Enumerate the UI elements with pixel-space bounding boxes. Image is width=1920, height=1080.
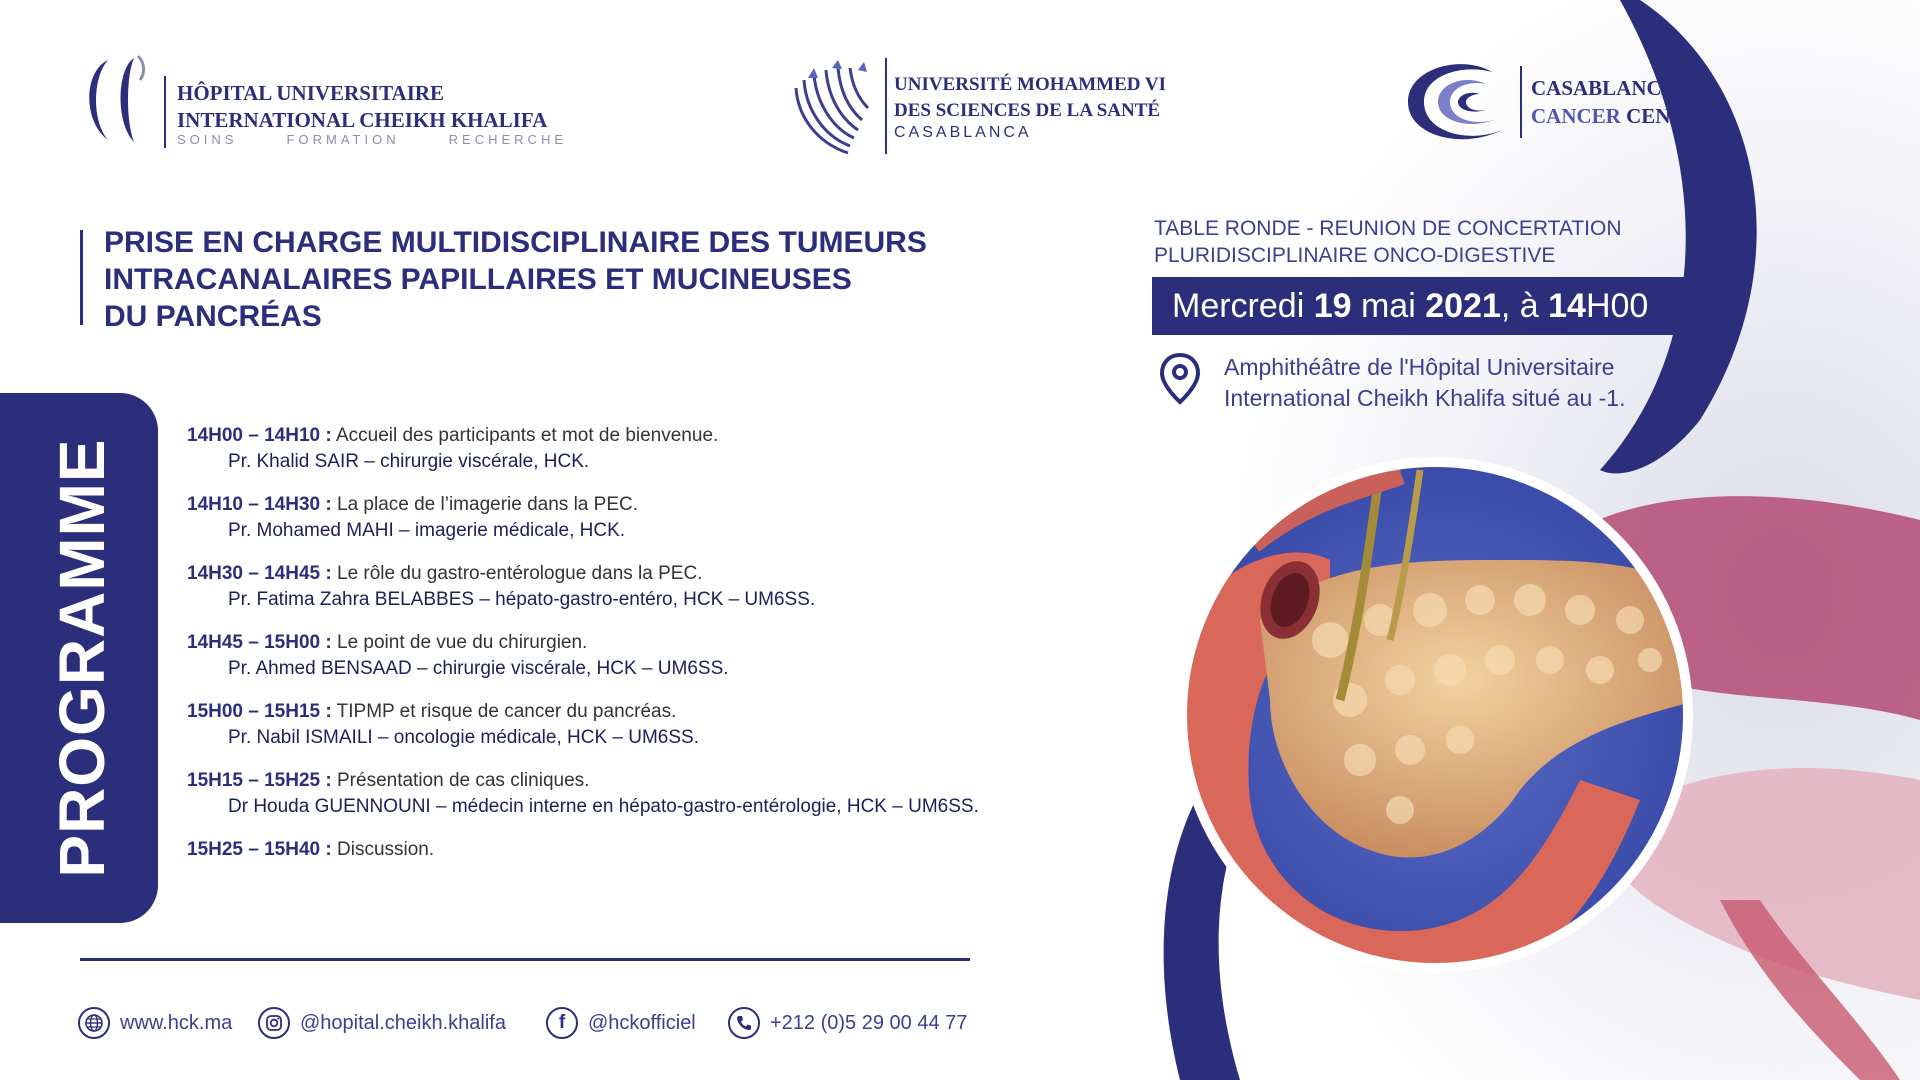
schedule-time: 14H30 – 14H45 : [187, 563, 332, 584]
um6ss-logo-divider [885, 58, 887, 154]
event-type-line2: PLURIDISCIPLINAIRE ONCO-DIGESTIVE [1154, 244, 1556, 267]
footer-facebook-text: @hckofficiel [588, 1011, 696, 1034]
schedule-topic: Le point de vue du chirurgien. [331, 632, 588, 653]
schedule-topic: Le rôle du gastro-entérologue dans la PEC. [331, 563, 703, 584]
schedule-topic: Présentation de cas cliniques. [331, 770, 590, 791]
title-accent-bar [80, 230, 83, 325]
schedule-speaker: Pr. Nabil ISMAILI – oncologie médicale, HCK – UM6SS. [228, 727, 699, 748]
date-separator: , à [1500, 287, 1549, 325]
footer-phone-text: +212 (0)5 29 00 44 77 [770, 1011, 968, 1034]
um6ss-logo-icon [788, 58, 878, 158]
schedule-time: 15H25 – 15H40 : [187, 839, 332, 860]
event-title-line1: PRISE EN CHARGE MULTIDISCIPLINAIRE DES TUMEURS [104, 226, 927, 259]
date-month: mai [1351, 287, 1426, 325]
instagram-icon [258, 1007, 290, 1039]
footer-phone[interactable] [728, 1005, 967, 1041]
globe-icon [78, 1007, 110, 1039]
schedule-item [187, 699, 1127, 768]
event-title-line2: INTRACANALAIRES PAPILLAIRES ET MUCINEUSES [104, 263, 852, 296]
ccc-name-cancer: CANCER [1531, 104, 1621, 128]
hck-logo-divider [164, 76, 166, 148]
date-hour-suffix: H00 [1585, 287, 1649, 325]
hck-logo-icon [78, 52, 160, 147]
um6ss-city: CASABLANCA [894, 124, 1032, 141]
schedule-item [187, 492, 1127, 561]
footer-website-text: www.hck.ma [120, 1011, 233, 1034]
footer-divider [80, 958, 970, 961]
programme-label: PROGRAMME [46, 438, 118, 878]
hck-tagline-formation: FORMATION [286, 132, 400, 147]
hck-name-line1: HÔPITAL UNIVERSITAIRE [177, 81, 445, 105]
event-type [1154, 215, 1622, 269]
hck-tagline-recherche: RECHERCHE [448, 132, 567, 147]
facebook-icon: f [546, 1007, 578, 1039]
ccc-name-center: CENTER [1620, 104, 1714, 128]
um6ss-name-line2: DES SCIENCES DE LA SANTÉ [894, 100, 1161, 121]
ccc-name-line1: CASABLANCA [1531, 76, 1677, 100]
schedule-time: 14H45 – 15H00 : [187, 632, 332, 653]
schedule-topic: La place de l’imagerie dans la PEC. [331, 494, 639, 515]
hck-name-line2: INTERNATIONAL CHEIKH KHALIFA [177, 108, 548, 132]
phone-icon [728, 1007, 760, 1039]
um6ss-name-line1: UNIVERSITÉ MOHAMMED VI [894, 74, 1167, 95]
event-type-line1: TABLE RONDE - REUNION DE CONCERTATION [1154, 217, 1622, 240]
schedule-topic: Discussion. [331, 839, 435, 860]
schedule-speaker: Pr. Mohamed MAHI – imagerie médicale, HCK. [228, 520, 626, 541]
event-date-banner [1152, 277, 1702, 335]
location-pin-icon [1158, 352, 1202, 406]
schedule-time: 15H00 – 15H15 : [187, 701, 332, 722]
footer-facebook[interactable] [546, 1005, 696, 1041]
schedule-item [187, 768, 1127, 837]
location-line1: Amphithéâtre de l'Hôpital Universitaire [1224, 354, 1615, 380]
schedule-speaker: Pr. Khalid SAIR – chirurgie viscérale, HCK. [228, 451, 590, 472]
footer-website[interactable] [78, 1005, 232, 1041]
ccc-name-line2 [1531, 102, 1714, 130]
schedule-speaker: Pr. Ahmed BENSAAD – chirurgie viscérale, HCK – UM6SS. [228, 658, 729, 679]
footer-instagram-text: @hopital.cheikh.khalifa [300, 1011, 506, 1034]
date-day: Mercredi [1172, 287, 1314, 325]
date-year: 2021 [1425, 287, 1501, 325]
schedule-topic: Accueil des participants et mot de bienvenue. [331, 425, 719, 446]
event-location [1224, 352, 1625, 414]
footer-instagram[interactable] [258, 1005, 506, 1041]
schedule-speaker: Dr Houda GUENNOUNI – médecin interne en hépato-gastro-entérologie, HCK – UM6SS. [228, 796, 979, 817]
um6ss-logo-text [894, 72, 1166, 124]
schedule-item [187, 561, 1127, 630]
schedule-speaker: Pr. Fatima Zahra BELABBES – hépato-gastro-entéro, HCK – UM6SS. [228, 589, 816, 610]
schedule-time: 14H00 – 14H10 : [187, 425, 332, 446]
event-title-line3: DU PANCRÉAS [104, 300, 322, 333]
hck-tagline [177, 132, 567, 147]
date-hour: 14 [1548, 287, 1586, 325]
ccc-logo-divider [1520, 66, 1522, 138]
schedule-item [187, 423, 1127, 492]
hck-tagline-soins: SOINS [177, 132, 238, 147]
programme-schedule [187, 423, 1127, 906]
ccc-logo-text [1531, 74, 1714, 130]
schedule-item [187, 630, 1127, 699]
ccc-logo-icon [1402, 60, 1514, 142]
date-number: 19 [1313, 287, 1352, 325]
schedule-time: 14H10 – 14H30 : [187, 494, 332, 515]
schedule-item [187, 837, 1127, 906]
schedule-time: 15H15 – 15H25 : [187, 770, 332, 791]
event-title [104, 224, 1004, 335]
location-line2: International Cheikh Khalifa situé au -1. [1224, 385, 1626, 411]
schedule-topic: TIPMP et risque de cancer du pancréas. [331, 701, 677, 722]
hck-logo-text [177, 80, 547, 134]
